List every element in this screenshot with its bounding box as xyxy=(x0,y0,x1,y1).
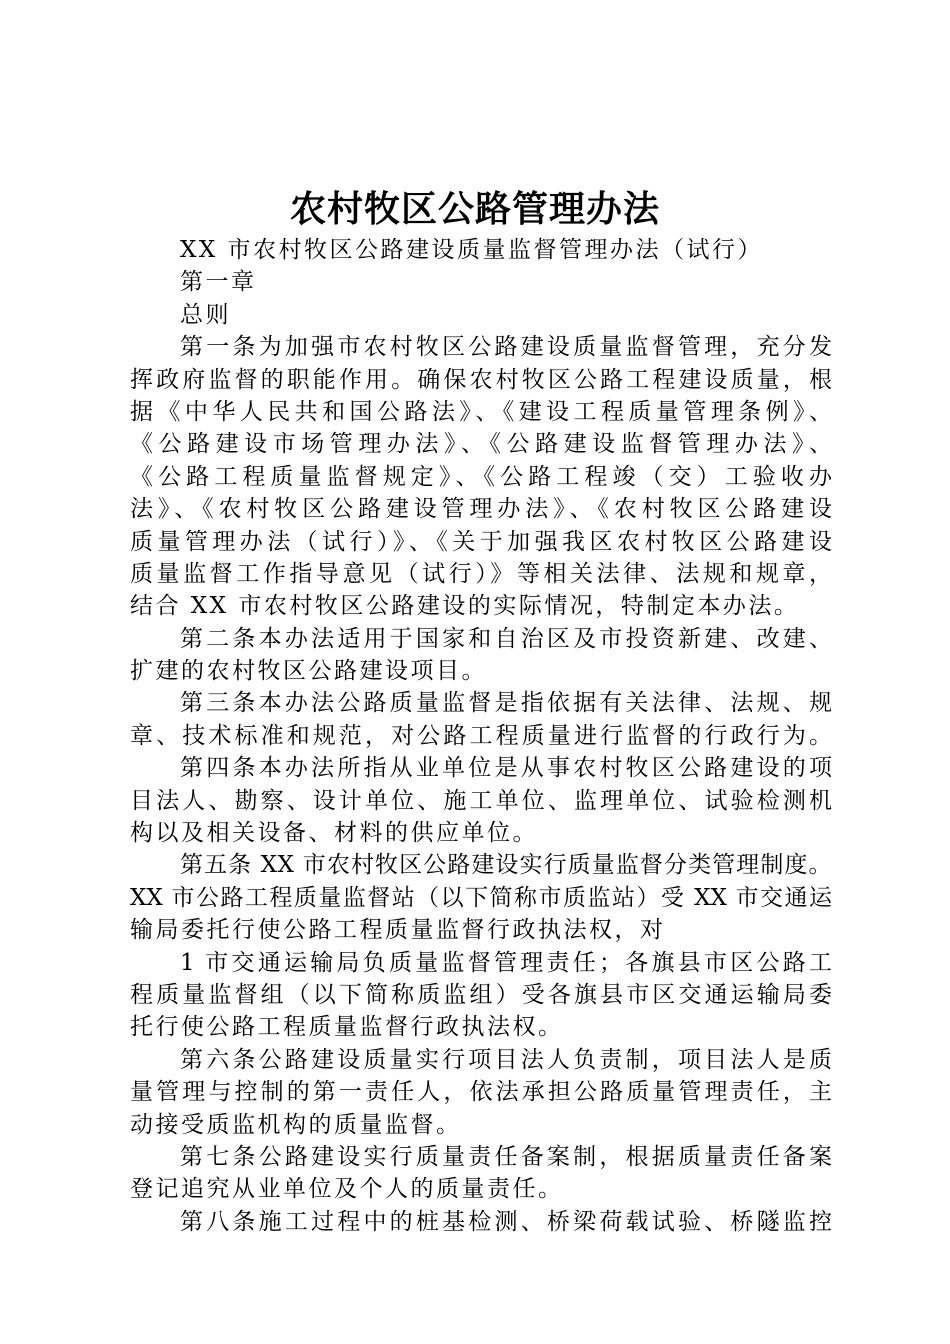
paragraph-line: 托行使公路工程质量监督行政执法权。 xyxy=(130,1014,564,1041)
paragraph-line: XX 市公路工程质量监督站（以下简称市质监站）受 XX 市交通运 xyxy=(130,884,832,911)
paragraph-line: 质量监督工作指导意见（试行）》等相关法律、法规和规章， xyxy=(130,560,832,587)
document-title: 农村牧区公路管理办法 xyxy=(289,188,660,230)
paragraph-line: 第八条施工过程中的桩基检测、桥梁荷载试验、桥隧监控 xyxy=(180,1208,832,1235)
paragraph-line: 程质量监督组（以下简称质监组）受各旗县市区交通运输局委 xyxy=(130,981,832,1008)
paragraph-line: 第七条公路建设实行质量责任备案制，根据质量责任备案 xyxy=(180,1143,832,1170)
paragraph-line: 结合 XX 市农村牧区公路建设的实际情况，特制定本办法。 xyxy=(130,593,800,620)
paragraph-line: 输局委托行使公路工程质量监督行政执法权，对 xyxy=(130,917,666,944)
paragraph-line: 第六条公路建设质量实行项目法人负责制，项目法人是质 xyxy=(180,1046,832,1073)
paragraph-line: 法》、《农村牧区公路建设管理办法》、《农村牧区公路建设 xyxy=(130,496,832,523)
paragraph-line: 第四条本办法所指从业单位是从事农村牧区公路建设的项 xyxy=(180,755,832,782)
paragraph-line: 《公路建设市场管理办法》、《公路建设监督管理办法》、 xyxy=(130,431,832,458)
paragraph-line: 第五条 XX 市农村牧区公路建设实行质量监督分类管理制度。 xyxy=(180,852,832,879)
paragraph-line: 第二条本办法适用于国家和自治区及市投资新建、改建、 xyxy=(180,625,832,652)
paragraph-line: 扩建的农村牧区公路建设项目。 xyxy=(130,658,487,685)
paragraph-line: 据《中华人民共和国公路法》、《建设工程质量管理条例》、 xyxy=(130,398,832,425)
paragraph-line: 《公路工程质量监督规定》、《公路工程竣（交）工验收办 xyxy=(130,463,832,490)
paragraph-line: 第一条为加强市农村牧区公路建设质量监督管理，充分发 xyxy=(180,334,832,361)
paragraph-line: 挥政府监督的职能作用。确保农村牧区公路工程建设质量，根 xyxy=(130,366,832,393)
paragraph-line: 量管理与控制的第一责任人，依法承担公路质量管理责任，主 xyxy=(130,1079,832,1106)
chapter-name: 总则 xyxy=(180,301,231,328)
paragraph-line: 目法人、勘察、设计单位、施工单位、监理单位、试验检测机 xyxy=(130,787,832,814)
subtitle-line: XX 市农村牧区公路建设质量监督管理办法（试行） xyxy=(180,237,764,263)
paragraph-line: 登记追究从业单位及个人的质量责任。 xyxy=(130,1176,564,1203)
paragraph-line: 第三条本办法公路质量监督是指依据有关法律、法规、规 xyxy=(180,690,832,717)
paragraph-line: 1 市交通运输局负质量监督管理责任；各旗县市区公路工 xyxy=(180,949,832,976)
paragraph-line: 质量管理办法（试行）》、《关于加强我区农村牧区公路建设 xyxy=(130,528,832,555)
paragraph-line: 构以及相关设备、材料的供应单位。 xyxy=(130,820,538,847)
paragraph-line: 动接受质监机构的质量监督。 xyxy=(130,1111,462,1138)
chapter-heading: 第一章 xyxy=(180,269,257,296)
document-body xyxy=(130,234,832,1238)
paragraph-line: 章、技术标准和规范，对公路工程质量进行监督的行政行为。 xyxy=(130,722,832,749)
